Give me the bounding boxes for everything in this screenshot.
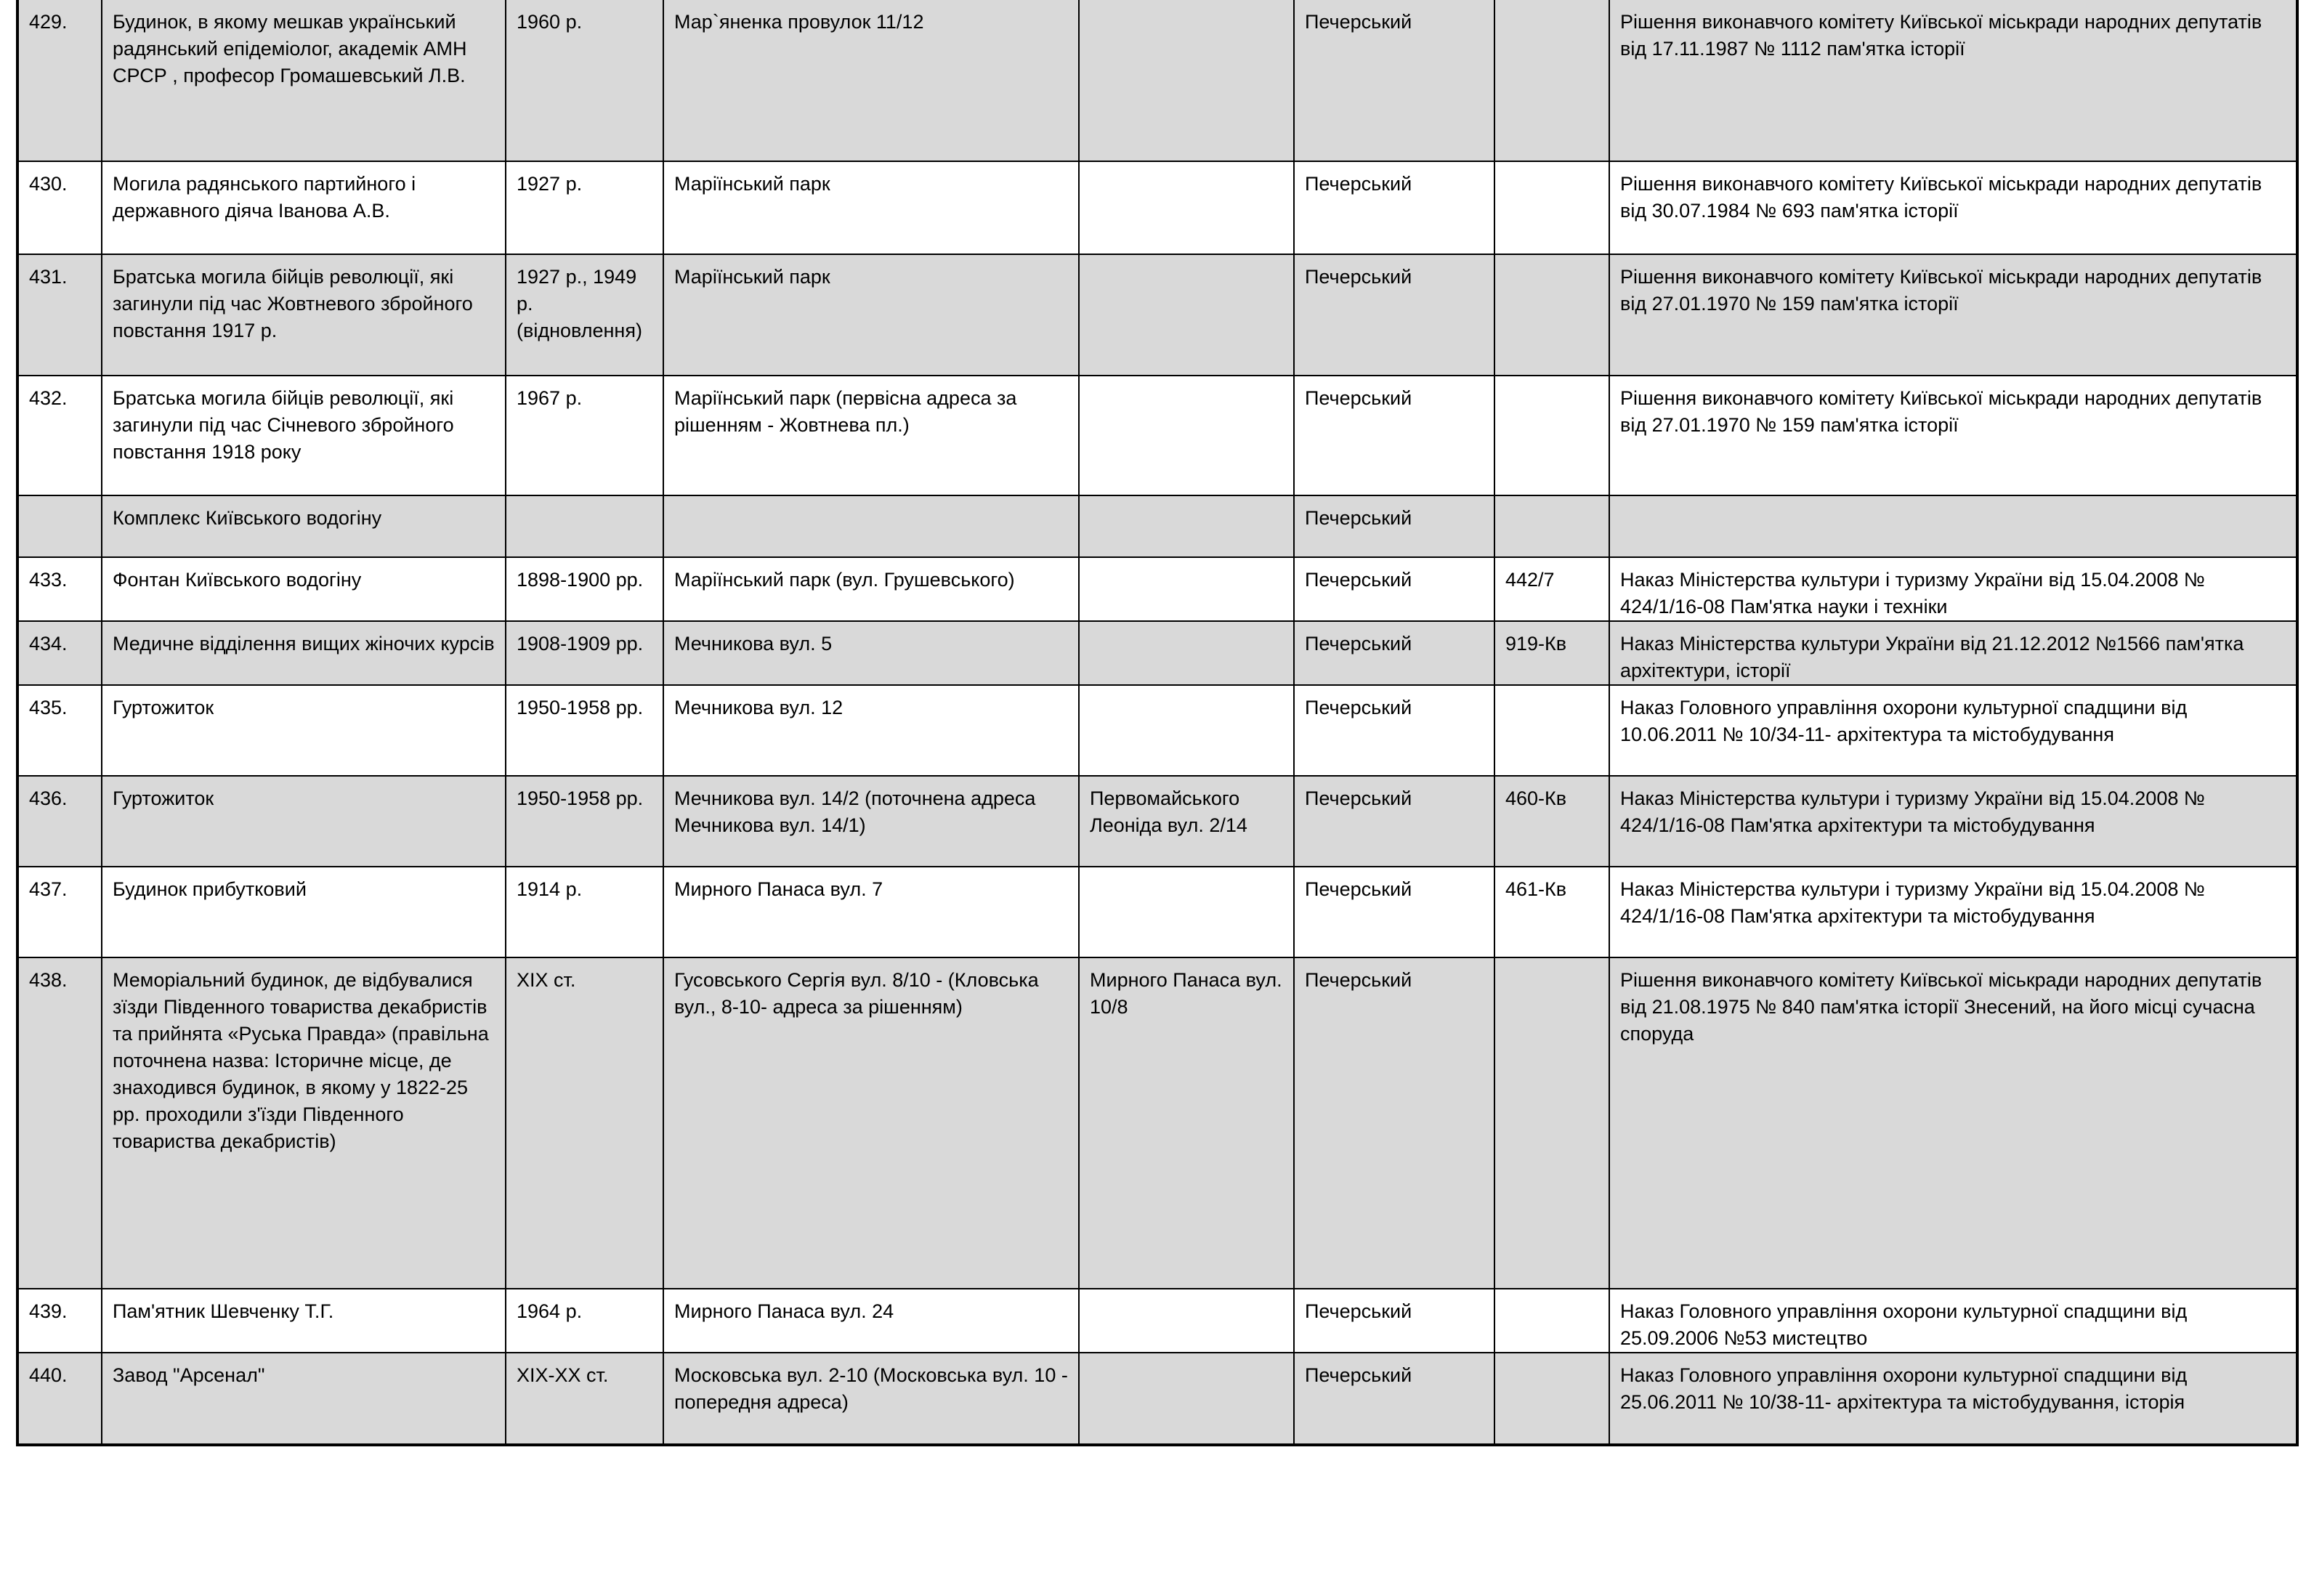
cell-address: Маріїнський парк (первісна адреса за рішенням - Жовтнева пл.): [663, 376, 1079, 495]
cell-address: Маріїнський парк: [663, 254, 1079, 376]
table-row: [17, 557, 2297, 621]
cell-object-name: Медичне відділення вищих жіночих курсів: [102, 621, 506, 685]
cell-district: Печерський: [1294, 685, 1494, 776]
cell-protection-decision: Рішення виконавчого комітету Київської міськради народних депутатів від 27.01.1970 № 159 пам'ятка історії: [1609, 376, 2297, 495]
table-row: [17, 685, 2297, 776]
cell-district: Печерський: [1294, 867, 1494, 957]
cell-address: Маріїнський парк (вул. Грушевського): [663, 557, 1079, 621]
cell-registry-number: [1494, 1289, 1609, 1353]
cell-district: Печерський: [1294, 254, 1494, 376]
cell-district: Печерський: [1294, 161, 1494, 254]
table-row: [17, 1353, 2297, 1445]
cell-date: 1950-1958 рр.: [506, 776, 663, 867]
cell-object-name: Братська могила бійців революції, які загинули під час Жовтневого збройного повстання 1917 р.: [102, 254, 506, 376]
cell-date: 1908-1909 рр.: [506, 621, 663, 685]
cell-number: 438.: [17, 957, 102, 1289]
cell-object-name: Могила радянського партийного і державного діяча Іванова А.В.: [102, 161, 506, 254]
cell-address: Мечникова вул. 14/2 (поточнена адреса Мечникова вул. 14/1): [663, 776, 1079, 867]
cell-date: XIX ст.: [506, 957, 663, 1289]
cell-object-name: Меморіальний будинок, де відбувалися зїзди Південного товариства декабристів та прийнята «Руська Правда» (правільна поточнена назва: Історичне місце, де знаходився будинок, в якому у 1822-25 рр. проходили з'їзди Південного товариства декабристів): [102, 957, 506, 1289]
cell-number: 433.: [17, 557, 102, 621]
cell-protection-decision: Рішення виконавчого комітету Київської міськради народних депутатів від 30.07.1984 № 693 пам'ятка історії: [1609, 161, 2297, 254]
cell-address: [663, 495, 1079, 557]
cell-alt-address: [1079, 685, 1294, 776]
cell-number: 432.: [17, 376, 102, 495]
cell-protection-decision: Наказ Міністерства культури і туризму України від 15.04.2008 № 424/1/16-08 Пам'ятка архітектури та містобудування: [1609, 867, 2297, 957]
cell-alt-address: Первомайського Леоніда вул. 2/14: [1079, 776, 1294, 867]
cell-district: Печерський: [1294, 376, 1494, 495]
cell-date: 1914 р.: [506, 867, 663, 957]
cell-registry-number: [1494, 376, 1609, 495]
cell-alt-address: [1079, 161, 1294, 254]
cell-number: 434.: [17, 621, 102, 685]
cell-number: 429.: [17, 0, 102, 161]
cell-registry-number: 919-Кв: [1494, 621, 1609, 685]
cell-number: 436.: [17, 776, 102, 867]
cell-protection-decision: Наказ Головного управління охорони культурної спадщини від 25.06.2011 № 10/38-11- архітектура та містобудування, історія: [1609, 1353, 2297, 1445]
cell-protection-decision: Рішення виконавчого комітету Київської міськради народних депутатів від 17.11.1987 № 1112 пам'ятка історії: [1609, 0, 2297, 161]
cell-alt-address: [1079, 376, 1294, 495]
cell-address: Мирного Панаса вул. 7: [663, 867, 1079, 957]
table-body: [17, 0, 2297, 1445]
cell-address: Мар`яненка провулок 11/12: [663, 0, 1079, 161]
cell-district: Печерський: [1294, 621, 1494, 685]
table-row: [17, 161, 2297, 254]
cell-alt-address: [1079, 1353, 1294, 1445]
cell-alt-address: Мирного Панаса вул. 10/8: [1079, 957, 1294, 1289]
cell-object-name: Гуртожиток: [102, 776, 506, 867]
table-row: [17, 867, 2297, 957]
cell-registry-number: [1494, 495, 1609, 557]
cell-date: XIX-XX ст.: [506, 1353, 663, 1445]
cell-number: 435.: [17, 685, 102, 776]
cell-date: 1927 р., 1949 р. (відновлення): [506, 254, 663, 376]
cell-object-name: Комплекс Київського водогіну: [102, 495, 506, 557]
cell-address: Мечникова вул. 12: [663, 685, 1079, 776]
cell-alt-address: [1079, 254, 1294, 376]
cell-protection-decision: Наказ Міністерства культури України від 21.12.2012 №1566 пам'ятка архітектури, історії: [1609, 621, 2297, 685]
cell-number: [17, 495, 102, 557]
cell-number: 430.: [17, 161, 102, 254]
cell-district: Печерський: [1294, 776, 1494, 867]
cell-registry-number: [1494, 161, 1609, 254]
table-row: [17, 621, 2297, 685]
cell-protection-decision: Наказ Головного управління охорони культурної спадщини від 25.09.2006 №53 мистецтво: [1609, 1289, 2297, 1353]
cell-number: 440.: [17, 1353, 102, 1445]
cell-number: 431.: [17, 254, 102, 376]
cell-protection-decision: [1609, 495, 2297, 557]
cell-address: Московська вул. 2-10 (Московська вул. 10 - попередня адреса): [663, 1353, 1079, 1445]
table-row: [17, 776, 2297, 867]
cell-address: Маріїнський парк: [663, 161, 1079, 254]
cell-object-name: Будинок прибутковий: [102, 867, 506, 957]
cell-protection-decision: Рішення виконавчого комітету Київської міськради народних депутатів від 21.08.1975 № 840 пам'ятка історії Знесений, на його місці сучасна споруда: [1609, 957, 2297, 1289]
cell-registry-number: 461-Кв: [1494, 867, 1609, 957]
cell-protection-decision: Наказ Міністерства культури і туризму України від 15.04.2008 № 424/1/16-08 Пам'ятка архітектури та містобудування: [1609, 776, 2297, 867]
cell-object-name: Будинок, в якому мешкав український радянський епідеміолог, академік АМН СРСР , професор Громашевський Л.В.: [102, 0, 506, 161]
cell-object-name: Пам'ятник Шевченку Т.Г.: [102, 1289, 506, 1353]
cell-alt-address: [1079, 867, 1294, 957]
cell-registry-number: 460-Кв: [1494, 776, 1609, 867]
cell-alt-address: [1079, 557, 1294, 621]
table-row: [17, 495, 2297, 557]
cell-district: Печерський: [1294, 957, 1494, 1289]
cell-registry-number: [1494, 957, 1609, 1289]
cell-number: 439.: [17, 1289, 102, 1353]
table-row: [17, 254, 2297, 376]
cell-registry-number: [1494, 685, 1609, 776]
cell-registry-number: 442/7: [1494, 557, 1609, 621]
cell-district: Печерський: [1294, 557, 1494, 621]
cell-object-name: Гуртожиток: [102, 685, 506, 776]
table-row: [17, 376, 2297, 495]
cell-alt-address: [1079, 621, 1294, 685]
cell-protection-decision: Наказ Міністерства культури і туризму України від 15.04.2008 № 424/1/16-08 Пам'ятка науки і техніки: [1609, 557, 2297, 621]
cell-address: Мечникова вул. 5: [663, 621, 1079, 685]
cell-protection-decision: Рішення виконавчого комітету Київської міськради народних депутатів від 27.01.1970 № 159 пам'ятка історії: [1609, 254, 2297, 376]
table-row: [17, 0, 2297, 161]
cell-object-name: Фонтан Київського водогіну: [102, 557, 506, 621]
cell-object-name: Братська могила бійців революції, які загинули під час Січневого збройного повстання 1918 року: [102, 376, 506, 495]
cell-registry-number: [1494, 254, 1609, 376]
cell-district: Печерський: [1294, 495, 1494, 557]
cell-alt-address: [1079, 1289, 1294, 1353]
cell-date: [506, 495, 663, 557]
cell-protection-decision: Наказ Головного управління охорони культурної спадщини від 10.06.2011 № 10/34-11- архітектура та містобудування: [1609, 685, 2297, 776]
table-row: [17, 1289, 2297, 1353]
cell-alt-address: [1079, 0, 1294, 161]
cell-district: Печерський: [1294, 1289, 1494, 1353]
cell-alt-address: [1079, 495, 1294, 557]
cell-district: Печерський: [1294, 0, 1494, 161]
cell-registry-number: [1494, 0, 1609, 161]
cell-date: 1964 р.: [506, 1289, 663, 1353]
cell-date: 1960 р.: [506, 0, 663, 161]
cell-object-name: Завод "Арсенал": [102, 1353, 506, 1445]
cell-number: 437.: [17, 867, 102, 957]
cell-address: Гусовського Сергія вул. 8/10 - (Кловська вул., 8-10- адреса за рішенням): [663, 957, 1079, 1289]
cell-district: Печерський: [1294, 1353, 1494, 1445]
cell-address: Мирного Панаса вул. 24: [663, 1289, 1079, 1353]
cell-date: 1967 р.: [506, 376, 663, 495]
cell-date: 1898-1900 рр.: [506, 557, 663, 621]
cell-date: 1950-1958 рр.: [506, 685, 663, 776]
table-row: [17, 957, 2297, 1289]
cell-date: 1927 р.: [506, 161, 663, 254]
heritage-registry-table: [16, 0, 2299, 1446]
cell-registry-number: [1494, 1353, 1609, 1445]
